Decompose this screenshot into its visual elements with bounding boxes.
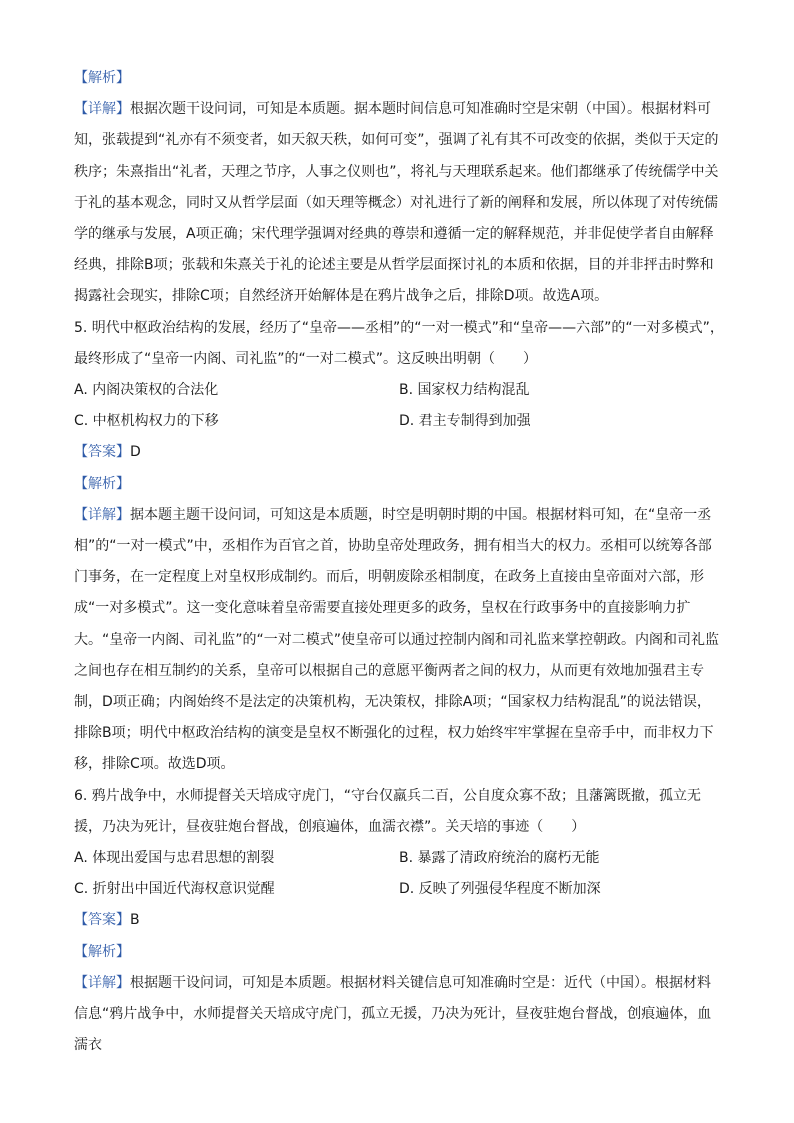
answer-value: B	[130, 912, 140, 929]
question-6-options-row-2	[74, 874, 724, 905]
question-6-option-d: D. 反映了列强侵华程度不断加深	[399, 881, 601, 898]
question-5-option-a: A. 内阁决策权的合法化	[74, 382, 219, 399]
question-5-option-d: D. 君主专制得到加强	[399, 413, 531, 430]
question-5-options-row-2	[74, 406, 724, 437]
question-6-answer	[74, 905, 724, 936]
detail-text: 根据次题干设问词，可知是本质题。据本题时间信息可知准确时空是宋朝（中国）。根据材料可知，张载提到“礼亦有不须变者，如天叙天秩，如何可变”，强调了礼有其不可改变的依据，类似于天定的秩序；朱熹指出“礼者，天理之节序，人事之仪则也”，将礼与天理联系起来。他们都继承了传统儒学中关于礼的基本观念，同时又从哲学层面（如天理等概念）对礼进行了新的阐释和发展，所以体现了对传统儒学的继承与发展，A项正确；宋代理学强调对经典的尊崇和遵循一定的解释规范，并非促使学者自由解释经典，排除B项；张载和朱熹关于礼的论述主要是从哲学层面探讨礼的本质和依据，目的并非抨击时弊和揭露社会现实，排除C项；自然经济开始解体是在鸦片战争之后，排除D项。故选A项。	[74, 101, 719, 305]
answer-tag: 【答案】	[74, 912, 130, 929]
detail-paragraph-4	[74, 94, 724, 312]
detail-text: 根据题干设问词，可知是本质题。根据材料关键信息可知准确时空是：近代（中国）。根据材料信息“鸦片战争中，水师提督关天培成守虎门，孤立无援，乃决为死计，昼夜驻炮台督战，创痕遍体，血濡衣	[74, 974, 712, 1054]
question-5-options-row-1	[74, 375, 724, 406]
analysis-heading-5: 【解析】	[74, 475, 130, 492]
question-6-option-c: C. 折射出中国近代海权意识觉醒	[74, 881, 275, 898]
question-5-answer	[74, 437, 724, 468]
detail-paragraph-5	[74, 500, 724, 781]
detail-paragraph-6	[74, 968, 724, 1062]
document-content	[74, 63, 724, 1062]
detail-tag: 【详解】	[74, 506, 130, 523]
analysis-heading-6: 【解析】	[74, 943, 130, 960]
detail-tag: 【详解】	[74, 974, 130, 991]
question-5-option-c: C. 中枢机构权力的下移	[74, 413, 219, 430]
detail-tag: 【详解】	[74, 101, 130, 118]
question-6-option-a: A. 体现出爱国与忠君思想的割裂	[74, 850, 275, 867]
analysis-heading-4: 【解析】	[74, 70, 130, 86]
question-5-option-b: B. 国家权力结构混乱	[399, 382, 530, 399]
question-6-stem: 6. 鸦片战争中，水师提督关天培成守虎门，“守台仅羸兵二百，公自度众寡不敌；且藩篱既撤，孤立无援，乃决为死计，昼夜驻炮台督战，创痕遍体，血濡衣襟”。关天培的事迹（ ）	[74, 787, 702, 835]
detail-text: 据本题主题干设问词，可知这是本质题，时空是明朝时期的中国。根据材料可知，在“皇帝一丞相”的“一对一模式”中，丞相作为百官之首，协助皇帝处理政务，拥有相当大的权力。丞相可以统筹各部门事务，在一定程度上对皇权形成制约。而后，明朝废除丞相制度，在政务上直接由皇帝面对六部，形成“一对多模式”。这一变化意味着皇帝需要直接处理更多的政务，皇权在行政事务中的直接影响力扩大。“皇帝一内阁、司礼监”的“一对二模式”使皇帝可以通过控制内阁和司礼监来掌控朝政。内阁和司礼监之间也存在相互制约的关系，皇帝可以根据自己的意愿平衡两者之间的权力，从而更有效地加强君主专制，D项正确；内阁始终不是法定的决策机构，无决策权，排除A项；“国家权力结构混乱”的说法错误，排除B项；明代中枢政治结构的演变是皇权不断强化的过程，权力始终牢牢掌握在皇帝手中，而非权力下移，排除C项。故选D项。	[74, 506, 720, 773]
answer-value: D	[130, 444, 141, 461]
question-5-stem: 5. 明代中枢政治结构的发展，经历了“皇帝——丞相”的“一对一模式”和“皇帝——六部”的“一对多模式”，最终形成了“皇帝一内阁、司礼监”的“一对二模式”。这反映出明朝（ ）	[74, 319, 724, 367]
answer-tag: 【答案】	[74, 444, 130, 461]
question-6-option-b: B. 暴露了清政府统治的腐朽无能	[399, 850, 600, 867]
question-6-options-row-1	[74, 843, 724, 874]
